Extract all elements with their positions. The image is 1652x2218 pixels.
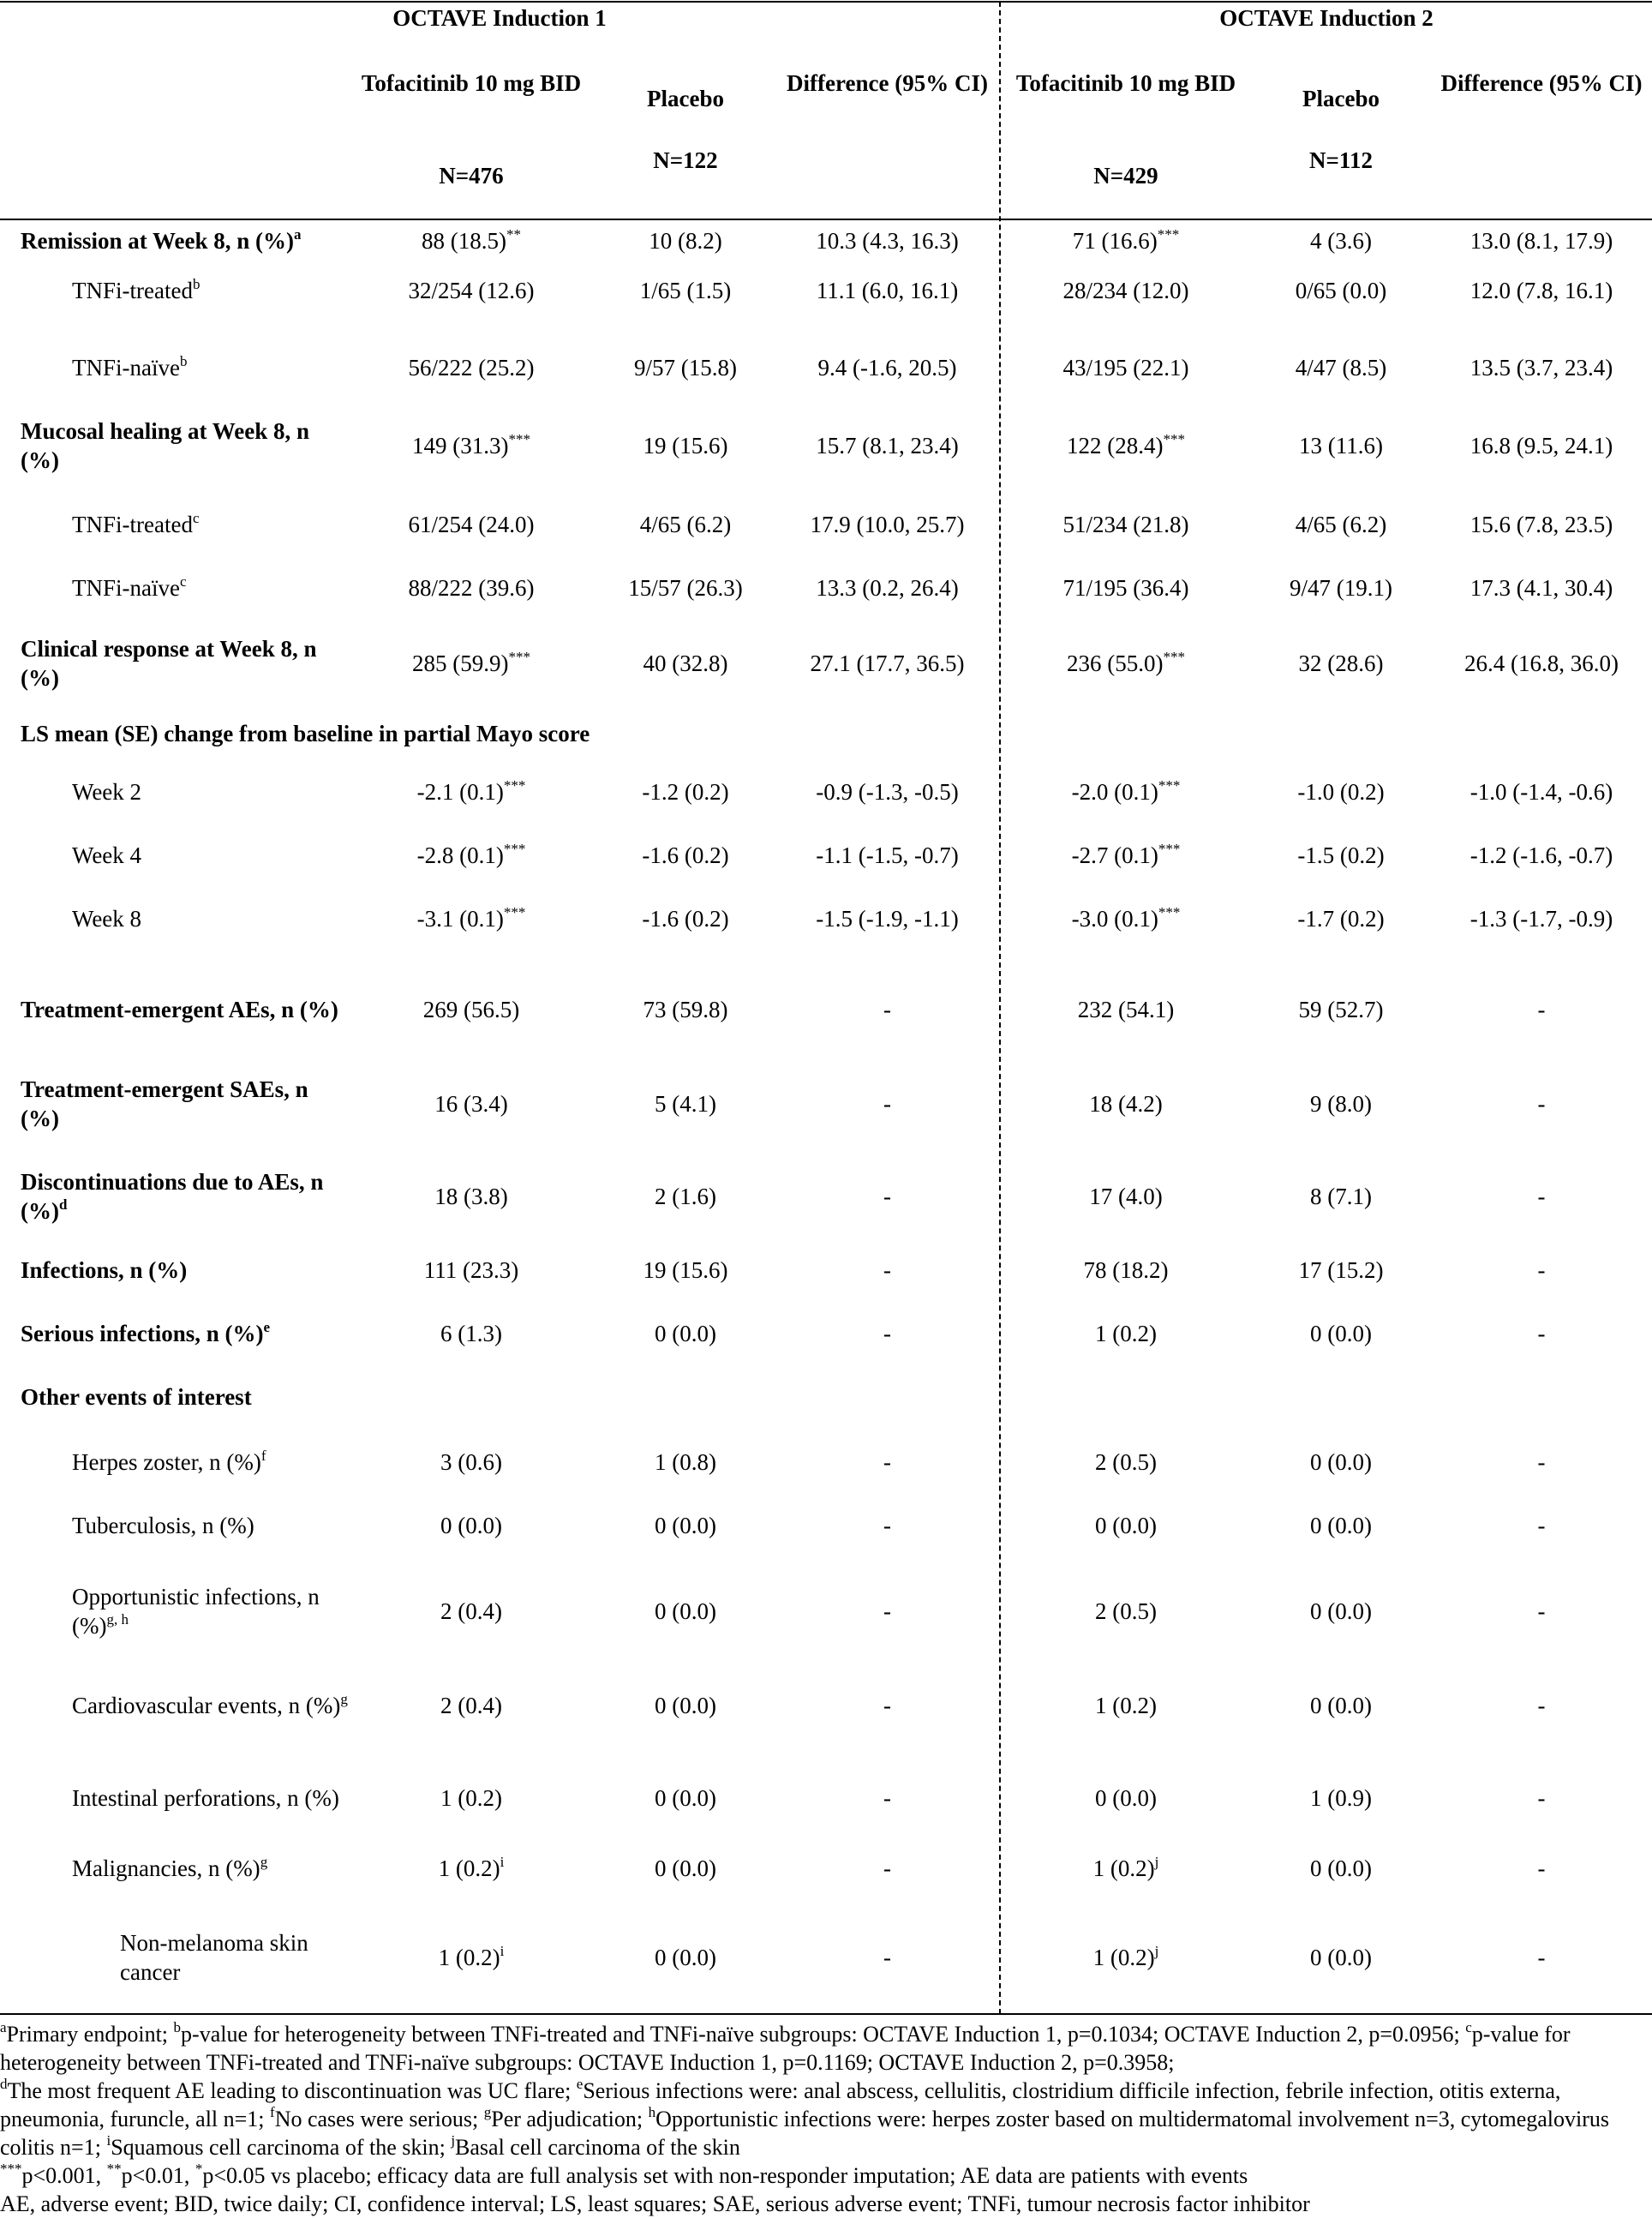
table-cell: 16.8 (9.5, 24.1) (1469, 433, 1613, 459)
row-label: Week 2 (72, 779, 142, 805)
table-cell: 5 (4.1) (655, 1091, 716, 1117)
table-cell: 26.4 (16.8, 36.0) (1464, 650, 1619, 676)
table-cell: 149 (31.3)*** (412, 431, 530, 459)
table-cell: 1 $(0.2)^j$ (1092, 1854, 1159, 1881)
table-cell: 285 (59.9)*** (412, 649, 530, 676)
table-cell: 0 (0.0) (1310, 1855, 1372, 1881)
table-cell: 0 (0.0) (1310, 1693, 1372, 1718)
table-cell: - (883, 1945, 891, 1970)
table-cell: 0 (0.0) (1310, 1449, 1372, 1475)
table-cell: - (1537, 1785, 1546, 1811)
significance-note: ***p<0.001, **p<0.01, *p<0.05 vs placebo; efficacy data are full analysis set with non-responder imputation; AE data are patients with events (0, 2161, 1248, 2188)
row-label: Treatment-emergent SAEs, n (%) (21, 1076, 308, 1131)
table-cell: -1.5 (0.2) (1297, 842, 1385, 868)
row-label: TNFi-treated$^c$ (72, 510, 200, 537)
table-cell: 0 (0.0) (1095, 1785, 1157, 1811)
table-cell: 0 (0.0) (655, 1321, 716, 1346)
table-cell: -1.0 (-1.4, -0.6) (1469, 779, 1613, 805)
row-label: Tuberculosis, n (%) (72, 1513, 254, 1538)
table-cell: - (1537, 1321, 1546, 1346)
bottom-rule (0, 2013, 1652, 2015)
table-cell: - (1537, 1513, 1546, 1538)
top-rule (0, 1, 1652, 3)
footnotes (0, 2020, 1647, 2218)
table-cell: 0 (0.0) (655, 1693, 716, 1718)
group-header-induction-1: OCTAVE Induction 1 (392, 5, 607, 31)
row-label: Clinical response at Week 8, n (%) (21, 636, 317, 691)
table-cell: 0 (0.0) (655, 1855, 716, 1881)
column-header-n: N=112 (1309, 147, 1373, 173)
table-cell: -1.3 (-1.7, -0.9) (1469, 906, 1613, 932)
table-cell: - (883, 1513, 891, 1538)
table-cell: 73 (59.8) (643, 997, 728, 1022)
table-cell: 27.1 (17.7, 36.5) (810, 650, 965, 676)
table-cell: 0 (0.0) (655, 1945, 716, 1970)
table-cell: - (1537, 1598, 1546, 1624)
table-cell: 8 (7.1) (1310, 1184, 1372, 1209)
row-label: LS mean (SE) change from baseline in partial Mayo score (21, 721, 590, 746)
table-cell: 1 (0.9) (1310, 1785, 1372, 1811)
table-cell: -0.9 (-1.3, -0.5) (816, 779, 959, 805)
column-header-n: N=476 (439, 163, 504, 189)
column-header-title: Placebo (1302, 86, 1380, 111)
table-cell: -1.7 (0.2) (1297, 906, 1385, 932)
table-cell: 61/254 (24.0) (408, 512, 535, 537)
table-cell: 0 (0.0) (655, 1598, 716, 1624)
row-label: Week 4 (72, 842, 142, 868)
table-cell: - (1537, 1091, 1546, 1117)
table-cell: - (883, 1785, 891, 1811)
table-cell: 1/65 (1.5) (639, 278, 732, 303)
table-cell: - (1537, 1184, 1546, 1209)
table-cell: 0 (0.0) (1310, 1945, 1372, 1970)
table-cell: 18 (3.8) (434, 1184, 508, 1209)
table-cell: - (883, 1257, 891, 1283)
table-cell: - (1537, 1945, 1546, 1970)
table-cell: 0 (0.0) (655, 1513, 716, 1538)
row-label: Opportunistic infections, n (%)$^{g, h}$ (72, 1584, 320, 1639)
table-cell: 71/195 (36.4) (1062, 575, 1189, 601)
abbreviations: AE, adverse event; BID, twice daily; CI, confidence interval; LS, least squares; SAE, serious adverse event; TNFi, tumour necrosis factor inhibitor (0, 2191, 1310, 2216)
table-cell: 3 (0.6) (440, 1449, 502, 1475)
table-cell: 0 (0.0) (1310, 1598, 1372, 1624)
table-cell: 2 (0.5) (1095, 1598, 1157, 1624)
table-cell: - (883, 1598, 891, 1624)
table-cell: 0 (0.0) (1095, 1513, 1157, 1538)
table-cell: 13 (11.6) (1299, 433, 1383, 459)
table-cell: -1.6 (0.2) (642, 842, 729, 868)
header-rule (0, 219, 1652, 220)
row-label: TNFi-treated$^b$ (72, 276, 201, 303)
table-cell: 1 (0.2) (1095, 1693, 1157, 1718)
table-cell: 13.0 (8.1, 17.9) (1469, 228, 1613, 254)
table-cell: 111 (23.3) (423, 1257, 519, 1283)
table-cell: 1 $(0.2)^j$ (1092, 1943, 1159, 1970)
table-cell: - (883, 1184, 891, 1209)
row-label: Discontinuations due to AEs, n (%)$^d$ (21, 1169, 324, 1224)
table-cell: 4/65 (6.2) (639, 512, 732, 537)
row-label: Non-melanoma skin cancer (120, 1930, 308, 1985)
table-cell: -2.8 (0.1)*** (416, 841, 526, 868)
table-cell: 15.6 (7.8, 23.5) (1469, 512, 1613, 537)
table-cell: 10.3 (4.3, 16.3) (816, 228, 959, 254)
table-cell: 1 $(0.2)^i$ (438, 1943, 505, 1970)
table-cell: - (883, 1693, 891, 1718)
table-cell: 88/222 (39.6) (408, 575, 535, 601)
column-header-title: Difference (95% CI) (1440, 70, 1643, 96)
table-cell: 0 (0.0) (1310, 1321, 1372, 1346)
table-cell: -2.0 (0.1)*** (1071, 777, 1181, 805)
table-cell: 9/57 (15.8) (634, 355, 737, 381)
table-cell: 4/65 (6.2) (1295, 512, 1387, 537)
row-label: Serious infections, n (%)$^e$ (21, 1319, 271, 1346)
table-cell: 4/47 (8.5) (1295, 355, 1387, 381)
table-cell: - (883, 1449, 891, 1475)
table-cell: 6 (1.3) (440, 1321, 502, 1346)
table-cell: 1 (0.2) (440, 1785, 502, 1811)
table-cell: -3.1 (0.1)*** (416, 904, 526, 932)
row-label: Remission at Week 8, n (%)$^a$ (21, 226, 302, 254)
table-cell: 16 (3.4) (434, 1091, 508, 1117)
table-cell: 17.3 (4.1, 30.4) (1469, 575, 1613, 601)
table-cell: 19 (15.6) (643, 433, 728, 459)
table-cell: 32 (28.6) (1298, 650, 1384, 676)
column-header-n: N=122 (653, 147, 718, 173)
column-header-n: N=429 (1093, 163, 1158, 189)
table-cell: 2 (0.4) (440, 1598, 502, 1624)
table-cell: -2.1 (0.1)*** (416, 777, 526, 805)
table-cell: - (1537, 1693, 1546, 1718)
table-cell: 0 (0.0) (655, 1785, 716, 1811)
table-cell: -1.1 (-1.5, -0.7) (816, 842, 959, 868)
table-cell: -1.5 (-1.9, -1.1) (816, 906, 959, 932)
table-cell: 0 (0.0) (440, 1513, 502, 1538)
table-cell: -1.0 (0.2) (1297, 779, 1385, 805)
table-cell: - (1537, 1257, 1546, 1283)
table-cell: 1 (0.2) (1095, 1321, 1157, 1346)
table-cell: - (1537, 997, 1546, 1022)
table-cell: 17 (15.2) (1298, 1257, 1384, 1283)
table-cell: 2 (1.6) (655, 1184, 716, 1209)
column-header-title: Tofacitinib 10 mg BID (361, 70, 582, 96)
row-label: Infections, n (%) (21, 1257, 188, 1283)
row-label: Treatment-emergent AEs, n (%) (21, 997, 338, 1022)
table-cell: 9 (8.0) (1310, 1091, 1372, 1117)
row-label: Cardiovascular events, n (%)$^g$ (72, 1691, 348, 1718)
table-cell: -1.2 (0.2) (642, 779, 729, 805)
table-cell: 15.7 (8.1, 23.4) (816, 433, 959, 459)
table-cell: 9/47 (19.1) (1290, 575, 1392, 601)
table-cell: 1 $(0.2)^i$ (438, 1854, 505, 1881)
table-cell: 78 (18.2) (1083, 1257, 1169, 1283)
table-cell: 40 (32.8) (643, 650, 728, 676)
table-cell: 15/57 (26.3) (628, 575, 743, 601)
table-cell: 17.9 (10.0, 25.7) (810, 512, 965, 537)
table-cell: 59 (52.7) (1298, 997, 1384, 1022)
row-label: Intestinal perforations, n (%) (72, 1785, 339, 1811)
table-cell: 4 (3.6) (1310, 228, 1372, 254)
table-cell: 10 (8.2) (649, 228, 722, 254)
table-cell: 12.0 (7.8, 16.1) (1469, 278, 1613, 303)
table-cell: 236 (55.0)*** (1067, 649, 1185, 676)
footnote-line: $^a$Primary endpoint; $^b$p-value for heterogeneity between TNFi-treated and TNFi-naïve subgroups: OCTAVE Induction 1, p=0.1034; OCTAVE Induction 2, p=0.0956; $^c$p-value for heterogeneity between TNFi-treated and TNFi-naïve subgroups: OCTAVE Induction 1, p=0.1169; OCTAVE Induction 2, p=0.3958; $^d$The most frequent AE leading to discontinuation was UC flare; $^e$Serious infections were: anal abscess, cellulitis, clostridium difficile infection, febrile infection, otitis externa, pneumonia, furuncle, all n=1; $^f$No cases were serious; $^g$Per adjudication; $^h$Opportunistic infections were: herpes zoster based on multidermatomal involvement n=3, cytomegalovirus colitis n=1; $^i$Squamous cell carcinoma of the skin; $^j$Basal cell carcinoma of the skin (0, 2019, 1610, 2160)
table-cell: 19 (15.6) (643, 1257, 728, 1283)
row-label: TNFi-naïve$^b$ (72, 353, 188, 381)
table-cell: 2 (0.5) (1095, 1449, 1157, 1475)
table-cell: 1 (0.8) (655, 1449, 716, 1475)
table-cell: 2 (0.4) (440, 1693, 502, 1718)
table-cell: 71 (16.6)*** (1072, 226, 1180, 254)
row-label: Mucosal healing at Week 8, n (%) (21, 418, 310, 473)
table-cell: - (1537, 1449, 1546, 1475)
table-cell: 9.4 (-1.6, 20.5) (817, 355, 957, 381)
group-header-induction-2: OCTAVE Induction 2 (1219, 5, 1434, 31)
table-cell: - (883, 1091, 891, 1117)
table-cell: -2.7 (0.1)*** (1071, 841, 1181, 868)
table-cell: -1.2 (-1.6, -0.7) (1469, 842, 1613, 868)
table-cell: 0/65 (0.0) (1295, 278, 1387, 303)
column-header-title: Tofacitinib 10 mg BID (1015, 70, 1236, 96)
table-cell: -3.0 (0.1)*** (1071, 904, 1181, 932)
table-cell: 18 (4.2) (1089, 1091, 1163, 1117)
table-cell: -1.6 (0.2) (642, 906, 729, 932)
table-cell: 13.5 (3.7, 23.4) (1469, 355, 1613, 381)
table-cell: 13.3 (0.2, 26.4) (816, 575, 959, 601)
column-header-title: Placebo (647, 86, 724, 111)
table-cell: 122 (28.4)*** (1067, 431, 1185, 459)
row-label: Other events of interest (21, 1384, 252, 1410)
table-cell: 28/234 (12.0) (1062, 278, 1189, 303)
column-header-title: Difference (95% CI) (787, 70, 988, 96)
row-label: Malignancies, n (%)$^g$ (72, 1854, 268, 1881)
table-cell: - (883, 997, 891, 1022)
table-cell: 269 (56.5) (422, 997, 520, 1022)
table-cell: - (883, 1321, 891, 1346)
table-cell: 88 (18.5)** (422, 226, 521, 254)
row-label: TNFi-naïve$^c$ (72, 573, 187, 601)
table-cell: 43/195 (22.1) (1062, 355, 1189, 381)
row-label: Week 8 (72, 906, 142, 932)
row-label: Herpes zoster, n (%)$^f$ (72, 1448, 266, 1475)
table-cell: - (883, 1855, 891, 1881)
table-cell: 32/254 (12.6) (408, 278, 535, 303)
table-cell: 0 (0.0) (1310, 1513, 1372, 1538)
table-cell: 232 (54.1) (1077, 997, 1175, 1022)
table-cell: 51/234 (21.8) (1062, 512, 1189, 537)
table-cell: 17 (4.0) (1089, 1184, 1163, 1209)
table-cell: - (1537, 1855, 1546, 1881)
table-cell: 11.1 (6.0, 16.1) (816, 278, 959, 303)
table-cell: 56/222 (25.2) (408, 355, 535, 381)
